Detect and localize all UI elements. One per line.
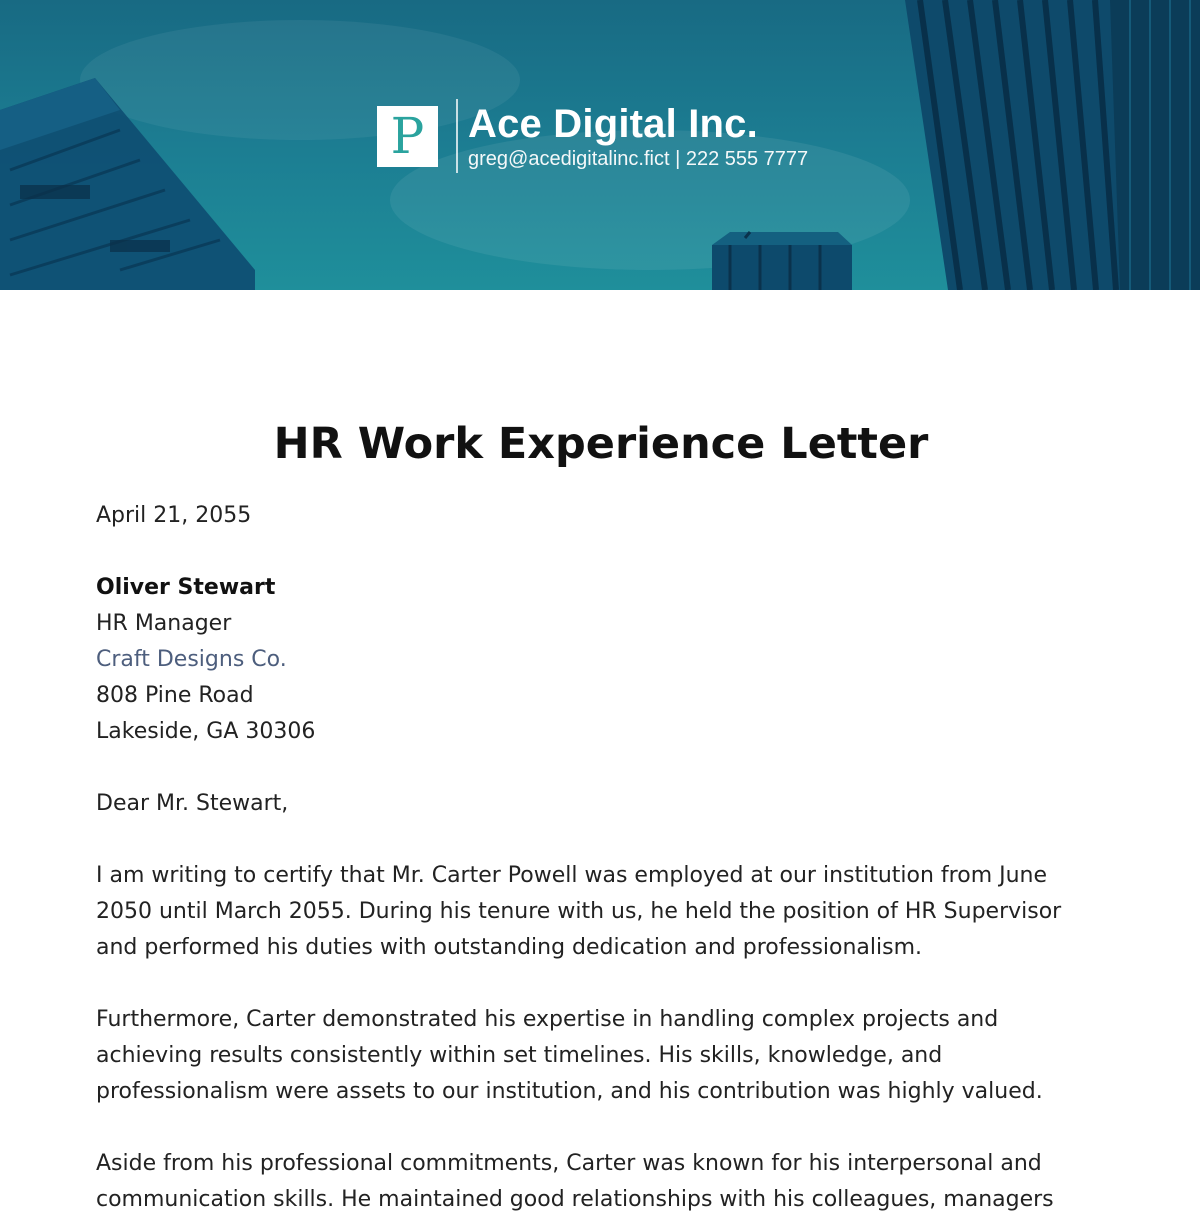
company-name: Ace Digital Inc. — [468, 102, 758, 146]
letter-title: HR Work Experience Letter — [273, 419, 929, 469]
recipient-role: HR Manager — [96, 611, 232, 636]
company-logo — [377, 106, 438, 167]
letter-body — [96, 290, 1106, 1218]
salutation: Dear Mr. Stewart, — [96, 791, 289, 816]
letter-date: April 21, 2055 — [96, 503, 252, 528]
recipient-street: 808 Pine Road — [96, 683, 254, 708]
logo-letter: P — [390, 107, 425, 165]
company-brand — [377, 96, 808, 176]
paragraph: I am writing to certify that Mr. Carter Powell was employed at our institution from June 2050 until March 2055. During his tenure with us, he held the position of HR Supervisor and performed his duties with outstanding dedication and professionalism. — [96, 863, 1062, 960]
company-contact: greg@acedigitalinc.fict | 222 555 7777 — [468, 148, 809, 170]
letterhead-banner — [0, 0, 1200, 290]
paragraph: Aside from his professional commitments, Carter was known for his interpersonal and communication skills. He maintained good relationships with his colleagues, managers — [96, 1151, 1054, 1212]
recipient-name: Oliver Stewart — [96, 575, 276, 600]
paragraph: Furthermore, Carter demonstrated his expertise in handling complex projects and achieving results consistently within set timelines. His skills, knowledge, and professionalism were assets to our institution, and his contribution was highly valued. — [96, 1007, 1043, 1104]
brand-divider — [456, 99, 458, 173]
recipient-block — [96, 570, 1106, 750]
recipient-company: Craft Designs Co. — [96, 647, 287, 672]
recipient-city: Lakeside, GA 30306 — [96, 719, 316, 744]
brand-text — [468, 101, 808, 171]
